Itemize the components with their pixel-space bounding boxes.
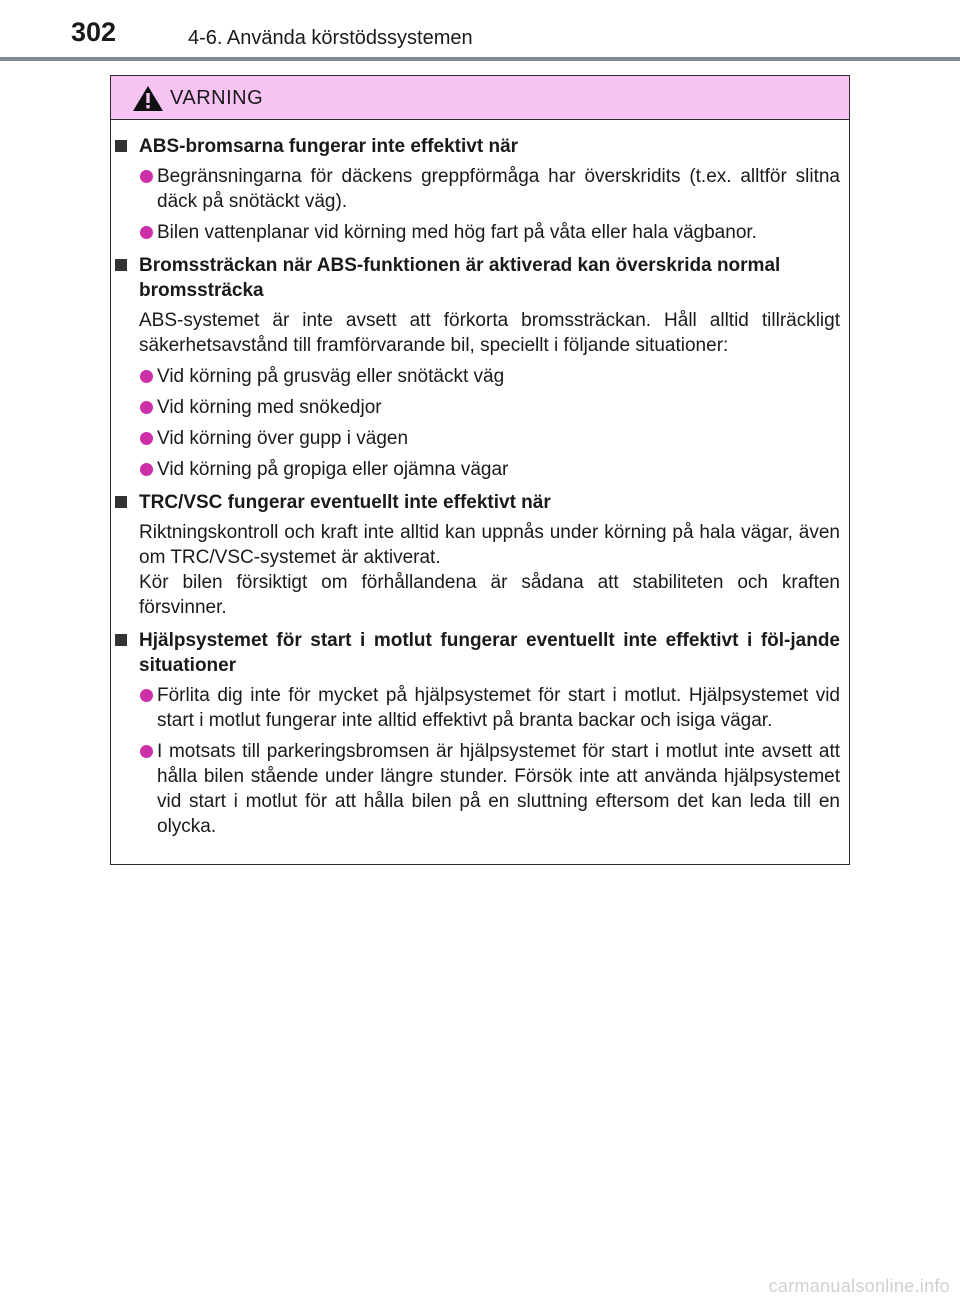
- list-item: Förlita dig inte för mycket på hjälpsystemet för start i motlut. Hjälpsystemet vid start i motlut fungerar inte alltid effektivt på branta backar och isiga vägar.: [111, 683, 840, 733]
- section-title: 4-6. Använda körstödssystemen: [188, 27, 473, 49]
- warning-item-heading: Hjälpsystemet för start i motlut fungerar eventuellt inte effektivt i föl-jande situationer: [111, 628, 840, 678]
- square-bullet-icon: [115, 496, 127, 508]
- list-item: Vid körning på gropiga eller ojämna vägar: [111, 457, 840, 482]
- warning-item-heading: ABS-bromsarna fungerar inte effektivt när: [111, 134, 840, 159]
- warning-item-heading: TRC/VSC fungerar eventuellt inte effektivt när: [111, 490, 840, 515]
- circle-bullet-icon: [140, 370, 153, 383]
- header-divider: [0, 57, 960, 61]
- warning-triangle-icon: [132, 85, 164, 112]
- list-item: Vid körning på grusväg eller snötäckt väg: [111, 364, 840, 389]
- paragraph: Kör bilen försiktigt om förhållandena är sådana att stabiliteten och kraften försvinner.: [139, 572, 840, 618]
- list-item: I motsats till parkeringsbromsen är hjälpsystemet för start i motlut inte avsett att hålla bilen stående under längre stunder. Försök inte att använda hjälpsystemet vid start i motlut för att hålla bilen på en sluttning eftersom det kan leda till en olycka.: [111, 739, 840, 839]
- square-bullet-icon: [115, 634, 127, 646]
- circle-bullet-icon: [140, 432, 153, 445]
- warning-item-heading: Bromssträckan när ABS-funktionen är aktiverad kan överskrida normal bromssträcka: [111, 253, 840, 303]
- square-bullet-icon: [115, 140, 127, 152]
- watermark: carmanualsonline.info: [768, 1276, 950, 1296]
- list-item: Vid körning över gupp i vägen: [111, 426, 840, 451]
- list-item: Begränsningarna för däckens greppförmåga har överskridits (t.ex. alltför slitna däck på snötäckt väg).: [111, 164, 840, 214]
- circle-bullet-icon: [140, 170, 153, 183]
- circle-bullet-icon: [140, 226, 153, 239]
- circle-bullet-icon: [140, 745, 153, 758]
- warning-title: VARNING: [170, 87, 264, 109]
- page-number: 302: [71, 17, 117, 47]
- list-item: Vid körning med snökedjor: [111, 395, 840, 420]
- paragraph: ABS-systemet är inte avsett att förkorta bromssträckan. Håll alltid tillräckligt säkerhetsavstånd till framförvarande bil, speciellt i följande situationer:: [139, 310, 840, 356]
- paragraph: Riktningskontroll och kraft inte alltid kan uppnås under körning på hala vägar, även om TRC/VSC-systemet är aktiverat.: [139, 522, 840, 568]
- circle-bullet-icon: [140, 401, 153, 414]
- warning-box: [110, 75, 850, 865]
- square-bullet-icon: [115, 259, 127, 271]
- list-item: Bilen vattenplanar vid körning med hög fart på våta eller hala vägbanor.: [111, 220, 840, 245]
- warning-header: [111, 76, 849, 120]
- circle-bullet-icon: [140, 689, 153, 702]
- warning-body: [111, 120, 849, 839]
- circle-bullet-icon: [140, 463, 153, 476]
- page-header: [0, 0, 960, 49]
